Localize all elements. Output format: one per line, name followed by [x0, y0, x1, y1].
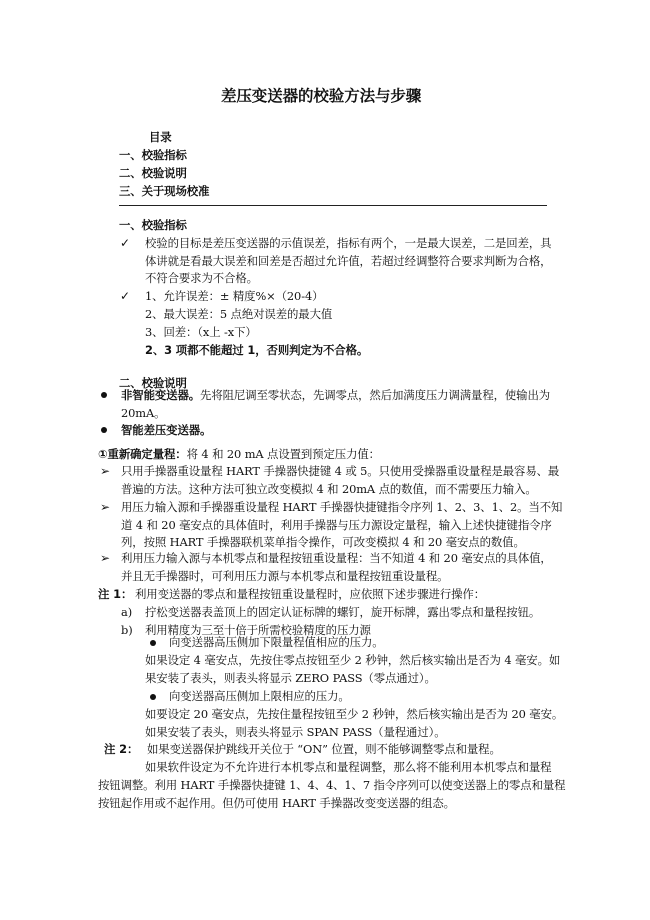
- arrow-bullet-icon: ➢: [100, 500, 111, 514]
- paragraph-line: 利用压力输入源与本机零点和量程按钮重设量程：当不知道 4 和 20 毫安点的具体值，: [121, 551, 552, 565]
- paragraph-line: 道 4 和 20 毫安点的具体值时，利用手操器与压力源设定量程，输入上述快捷键指令序: [121, 518, 552, 532]
- paragraph-line: 如果设定 4 毫安点，先按住零点按钮至少 2 秒钟，然后核实输出是否为 4 毫安。如: [145, 653, 561, 667]
- paragraph-line: 校验的目标是差压变送器的示值误差，指标有两个，一是最大误差，二是回差，具: [145, 236, 552, 250]
- bullet-continuation: 20mA。: [121, 406, 166, 420]
- bullet-label: 非智能变送器。: [121, 388, 201, 402]
- toc-heading: 目录: [149, 130, 172, 144]
- paragraph-line: 不符合要求为不合格。: [145, 271, 258, 285]
- paragraph-line: 只用手操器重设量程 HART 手操器快捷键 4 或 5。只使用受操器重设量程是最容易、最: [121, 464, 560, 478]
- step-label: a): [121, 605, 133, 619]
- toc-item: 三、关于现场校准: [119, 184, 210, 198]
- toc-item: 二、校验说明: [119, 166, 187, 180]
- paragraph-line: 如要设定 20 毫安点，先按住量程按钮至少 2 秒钟，然后核实输出是否为 20 毫安。: [145, 707, 564, 721]
- note-label: 注 2：: [104, 742, 139, 756]
- paragraph-line: 按钮调整。利用 HART 手操器快捷键 1、4、4、1、7 指令序列可以使变送器上的零点和量程: [98, 778, 566, 792]
- reset-range-text: 将 4 和 20 mA 点设置到预定压力值：: [186, 447, 380, 461]
- step-text: 利用精度为三至十倍于所需校验精度的压力源: [145, 623, 371, 637]
- criteria-note: 2、3 项都不能超过 1，否则判定为不合格。: [145, 343, 369, 357]
- checkmark-icon: ✓: [120, 289, 131, 303]
- note-text: 利用变送器的零点和量程按钮重设量程时，应依照下述步骤进行操作：: [135, 587, 486, 601]
- note-text: 如果变送器保护跳线开关位于 “ON” 位置，则不能够调整零点和量程。: [147, 742, 501, 756]
- section-heading: 二、校验说明: [119, 376, 187, 390]
- section-heading: 一、校验指标: [119, 218, 187, 232]
- note-label: 注 1：: [98, 587, 133, 601]
- paragraph-line: 普遍的方法。这种方法可独立改变模拟 4 和 20mA 点的数值，而不需要压力输入。: [121, 482, 537, 496]
- bullet-text: 先将阻尼调至零状态，先调零点，然后加满度压力调满量程，使输出为: [200, 388, 551, 402]
- paragraph-line: 如果安装了表头，则表头将显示 SPAN PASS（量程通过）。: [145, 725, 446, 739]
- sub-step: 向变送器高压侧加上限相应的压力。: [169, 689, 350, 703]
- arrow-bullet-icon: ➢: [100, 464, 111, 478]
- checkmark-icon: ✓: [120, 236, 131, 250]
- paragraph-line: 并且无手操器时，可利用压力源与本机零点和量程按钮重设量程。: [121, 569, 449, 583]
- bullet-item: [121, 387, 550, 404]
- paragraph-line: 列，按照 HART 手操器联机菜单指令操作，可改变模拟 4 和 20 毫安点的数值。: [121, 535, 525, 549]
- bullet-icon: [101, 392, 107, 398]
- paragraph-line: 按钮起作用或不起作用。但仍可使用 HART 手操器改变变送器的组态。: [98, 796, 455, 810]
- toc-item: 一、校验指标: [119, 148, 187, 162]
- sub-step: 向变送器高压侧加下限量程值相应的压力。: [169, 635, 384, 649]
- reset-range-line: [98, 446, 380, 463]
- bullet-icon: [101, 427, 107, 433]
- page-title: 差压变送器的校验方法与步骤: [221, 87, 422, 105]
- bullet-icon: [150, 640, 156, 646]
- criteria-item: 1、允许误差：± 精度%×（20-4）: [145, 289, 324, 303]
- step-text: 拧松变送器表盖顶上的固定认证标牌的螺钉，旋开标牌，露出零点和量程按钮。: [145, 605, 541, 619]
- bullet-icon: [150, 694, 156, 700]
- paragraph-line: 果安装了表头，则表头将显示 ZERO PASS（零点通过）。: [145, 671, 436, 685]
- reset-range-label: ①重新确定量程：: [98, 447, 187, 461]
- paragraph-line: 用压力输入源和手操器重设量程 HART 手操器快捷键指令序列 1、2、3、1、2。当不知: [121, 500, 563, 514]
- step-label: b): [121, 623, 133, 637]
- paragraph-line: 体讲就是看最大误差和回差是否超过允许值，若超过经调整符合要求判断为合格，: [145, 254, 552, 268]
- divider: [119, 205, 547, 206]
- bullet-label: 智能差压变送器。: [121, 423, 212, 437]
- criteria-item: 3、回差：（x上 -x下）: [145, 325, 257, 339]
- paragraph-line: 如果软件设定为不允许进行本机零点和量程调整，那么将不能利用本机零点和量程: [145, 760, 552, 774]
- arrow-bullet-icon: ➢: [100, 551, 111, 565]
- criteria-item: 2、最大误差：5 点绝对误差的最大值: [145, 307, 333, 321]
